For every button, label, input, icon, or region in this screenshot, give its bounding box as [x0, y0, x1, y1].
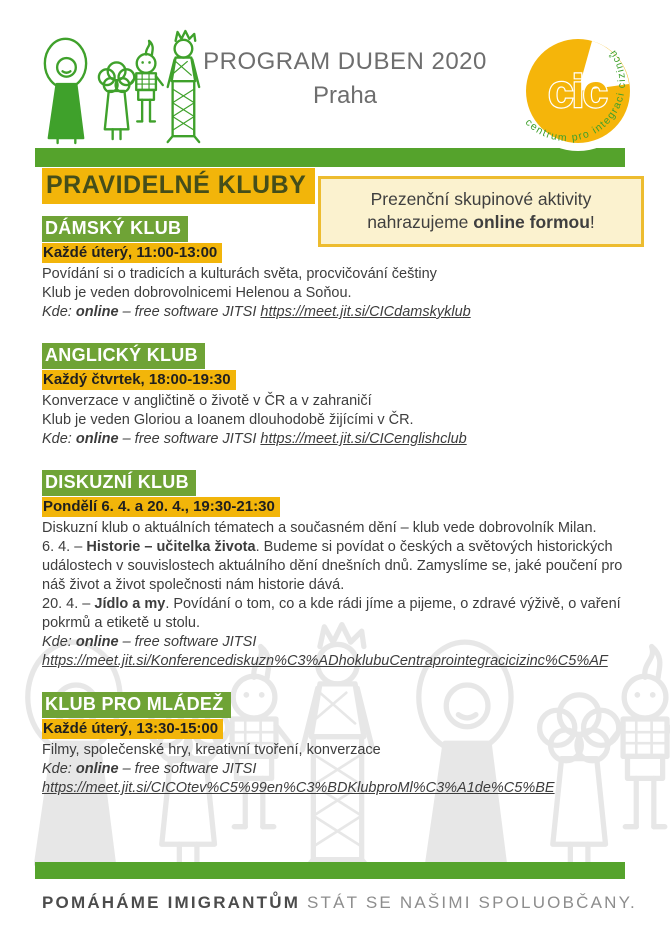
program-title: PROGRAM DUBEN 2020	[203, 48, 487, 75]
body-text: Klub je veden dobrovolnicemi Helenou a Soňou.	[42, 285, 352, 301]
notice-line2-post: !	[589, 212, 595, 232]
page-title: PRAVIDELNÉ KLUBY	[42, 168, 315, 204]
club-schedule: Pondělí 6. 4. a 20. 4., 19:30-21:30	[42, 497, 280, 517]
body-line	[42, 265, 632, 284]
body-line	[42, 303, 632, 322]
club-body	[42, 265, 632, 322]
header-family-illustration	[36, 26, 208, 150]
body-text: Filmy, společenské hry, kreativní tvoření, konverzace	[42, 742, 381, 758]
body-line	[42, 652, 632, 671]
body-line	[42, 430, 632, 449]
section-anglicky-klub	[42, 343, 632, 449]
body-text: – free software JITSI	[118, 304, 261, 320]
body-line	[42, 284, 632, 303]
body-text: online	[75, 431, 119, 447]
main-content	[42, 168, 632, 819]
meeting-link[interactable]: https://meet.jit.si/CICdamskyklub	[260, 304, 471, 320]
footer-tagline	[42, 893, 637, 913]
body-text: 6. 4. –	[42, 539, 87, 555]
meeting-link[interactable]: https://meet.jit.si/CICenglishclub	[260, 431, 467, 447]
city-subtitle: Praha	[312, 82, 378, 109]
document-title	[185, 48, 505, 110]
body-text: online	[75, 761, 119, 777]
body-line	[42, 741, 632, 760]
body-text: Kde:	[42, 761, 76, 777]
body-text: – free software JITSI	[118, 634, 257, 650]
club-body	[42, 392, 632, 449]
body-text: Povídání si o tradicích a kulturách světa, procvičování češtiny	[42, 266, 437, 282]
body-line	[42, 779, 632, 798]
club-title: KLUB PRO MLÁDEŽ	[42, 692, 231, 718]
body-line	[42, 538, 632, 595]
body-text: – free software JITSI	[118, 431, 261, 447]
notice-line2-pre: nahrazujeme	[367, 212, 474, 232]
body-text: Jídlo a my	[94, 596, 166, 612]
body-line	[42, 633, 632, 652]
body-text: online	[75, 634, 119, 650]
body-line	[42, 392, 632, 411]
body-line	[42, 411, 632, 430]
notice-line2-bold: online formou	[473, 212, 590, 232]
body-text: Klub je veden Gloriou a Ioanem dlouhodobě žijícími v ČR.	[42, 412, 414, 428]
body-text: 20. 4. –	[42, 596, 95, 612]
club-schedule: Každý čtvrtek, 18:00-19:30	[42, 370, 236, 390]
club-schedule: Každé úterý, 13:30-15:00	[42, 719, 223, 739]
body-text: . Budeme si povídat o českých a světových historických událostech v souvislostech aktuálního dění dnešních dnů. Zamyslíme se, jaké poučení pro náš život a život společnosti nám historie dává.	[42, 539, 623, 593]
body-text: Kde:	[42, 634, 76, 650]
body-text: Konverzace v angličtině o životě v ČR a v zahraničí	[42, 393, 372, 409]
tagline-rest: STÁT SE NAŠIMI SPOLUOBČANY.	[300, 893, 637, 912]
body-line	[42, 595, 632, 633]
section-damsky-klub	[42, 216, 632, 322]
body-text: Kde:	[42, 304, 76, 320]
club-title: DÁMSKÝ KLUB	[42, 216, 188, 242]
notice-line1: Prezenční skupinové aktivity	[370, 189, 592, 209]
club-title: DISKUZNÍ KLUB	[42, 470, 196, 496]
club-sections	[42, 216, 632, 798]
section-diskuzni-klub	[42, 470, 632, 671]
meeting-link[interactable]: https://meet.jit.si/CICOtev%C5%99en%C3%BDKlubproMl%C3%A1de%C5%BE	[42, 780, 555, 796]
body-text: – free software JITSI	[118, 761, 257, 777]
body-text: Diskuzní klub o aktuálních tématech a současném dění – klub vede dobrovolník Milan.	[42, 520, 597, 536]
club-body	[42, 741, 632, 798]
body-line	[42, 760, 632, 779]
club-title: ANGLICKÝ KLUB	[42, 343, 205, 369]
logo-ring-text: centrum pro integraci cizinců	[522, 46, 629, 145]
logo-cic-text: cic	[548, 65, 606, 117]
tagline-bold: POMÁHÁME IMIGRANTŮM	[42, 893, 301, 912]
body-text: Kde:	[42, 431, 76, 447]
body-text: Historie – učitelka života	[86, 539, 256, 555]
club-schedule: Každé úterý, 11:00-13:00	[42, 243, 222, 263]
body-text: online	[75, 304, 119, 320]
club-body	[42, 519, 632, 671]
section-klub-pro-mladez	[42, 692, 632, 798]
meeting-link[interactable]: https://meet.jit.si/Konferencediskuzn%C3%ADhoklubuCentraprointegracicizinc%C5%AF	[42, 653, 608, 669]
body-line	[42, 519, 632, 538]
cic-logo	[506, 28, 650, 158]
footer-green-bar	[35, 862, 625, 879]
body-text: . Povídání o tom, co a kde rádi jíme a pijeme, o zdravé výživě, o vaření pokrmů a etiketě u stolu.	[42, 596, 621, 631]
